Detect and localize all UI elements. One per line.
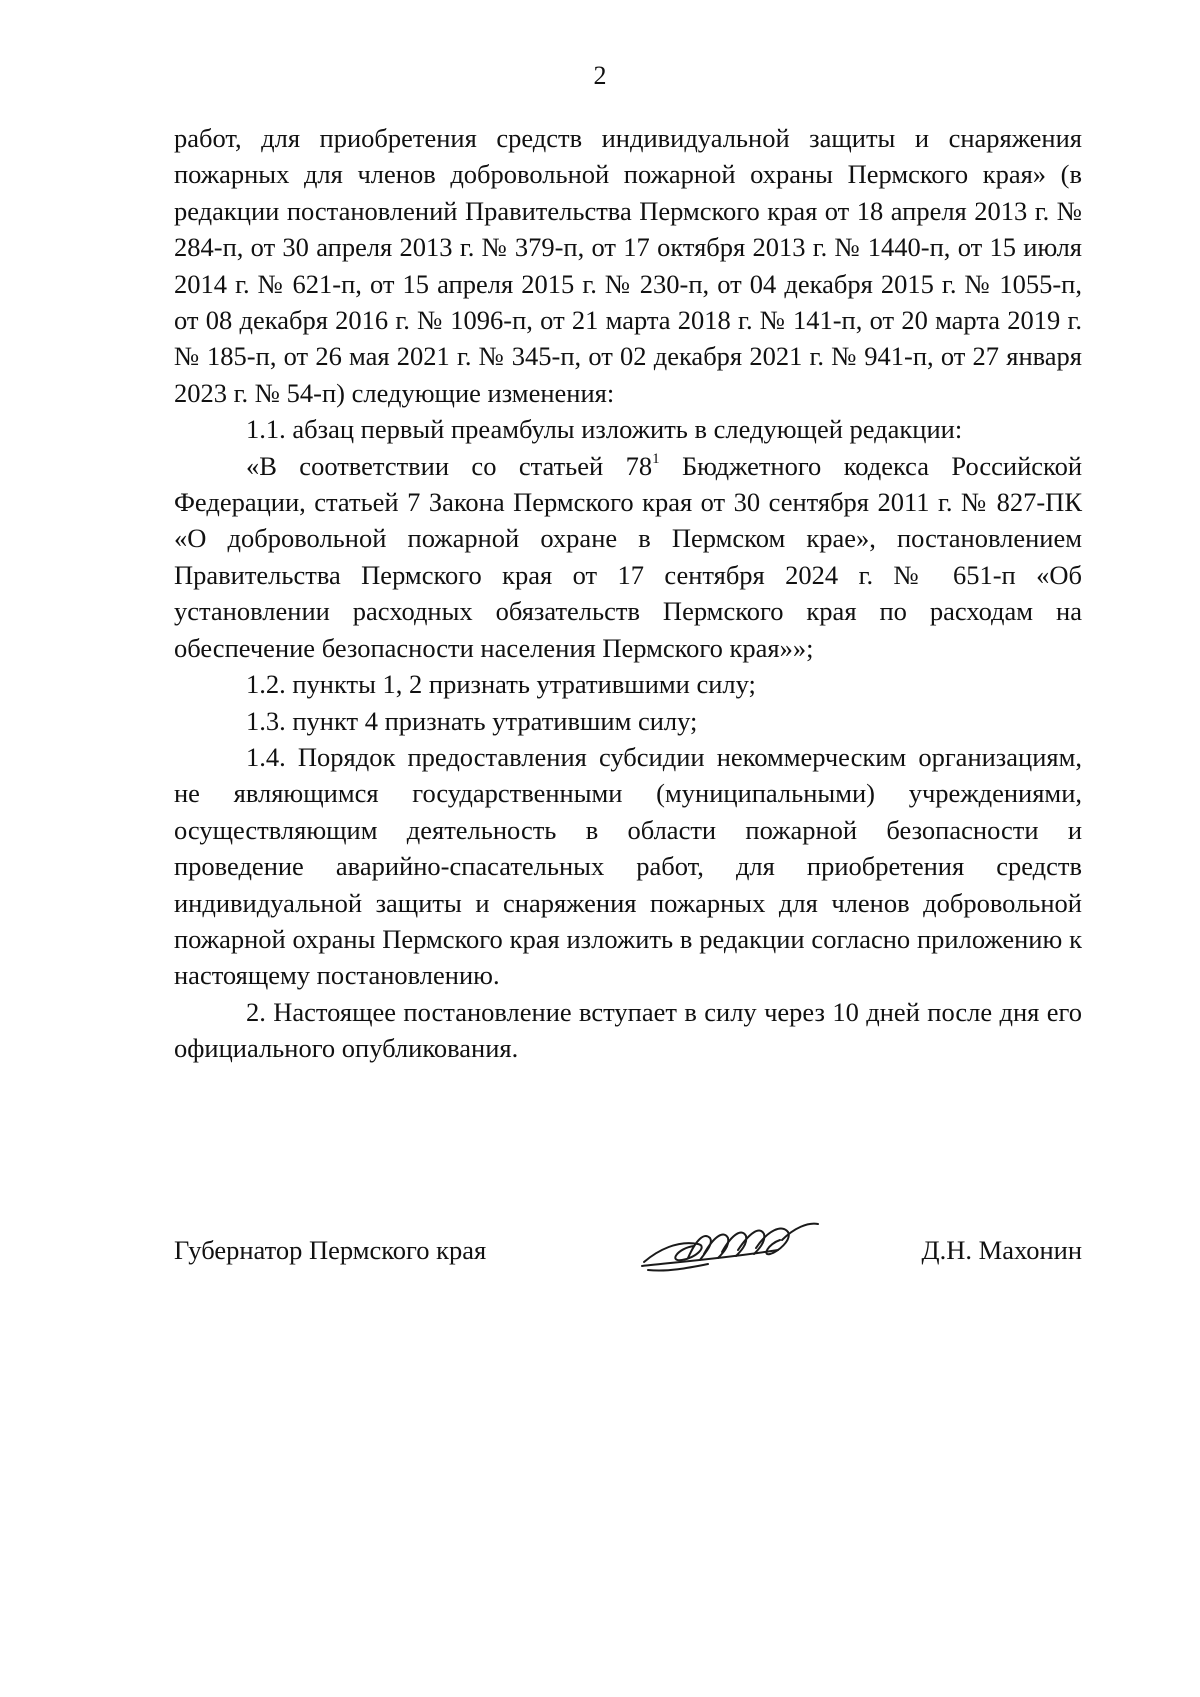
quote-text-end: Бюджетного кодекса Российской Федерации, статьей 7 Закона Пермского края от 30 сентября 2011 г. № 827-ПК «О добровольной пожарной охране в Пермском крае», постановлением Правительства Пермского края от 17 сентября 2024 г. № 651-п «Об установлении расходных обязательств Пермского края по расходам на обеспечение безопасности населения Пермского края»»;: [174, 450, 1083, 663]
article-superscript: 1: [652, 450, 660, 467]
signatory-position: Губернатор Пермского края: [174, 1235, 487, 1265]
quote-text-start: «В соответствии со статьей 78: [246, 450, 653, 481]
signatory-name: Д.Н. Махонин: [921, 1235, 1082, 1265]
page-number: 2: [593, 61, 607, 90]
handwritten-signature: [638, 1210, 828, 1280]
paragraph-preamble-quote: [174, 448, 1082, 666]
signature-block: [174, 1232, 1082, 1312]
document-body: [174, 120, 1082, 1067]
paragraph-1-3: 1.3. пункт 4 признать утратившим силу;: [246, 705, 698, 736]
paragraph-continuation: работ, для приобретения средств индивидуальной защиты и снаряжения пожарных для членов добровольной пожарной охраны Пермского края» (в редакции постановлений Правительства Пермского края от 18 апреля 2013 г. № 284-п, от 30 апреля 2013 г. № 379-п, от 17 октября 2013 г. № 1440-п, от 15 июля 2014 г. № 621-п, от 15 апреля 2015 г. № 230-п, от 04 декабря 2015 г. № 1055-п, от 08 декабря 2016 г. № 1096-п, от 21 марта 2018 г. № 141-п, от 20 марта 2019 г. № 185-п, от 26 мая 2021 г. № 345-п, от 02 декабря 2021 г. № 941-п, от 27 января 2023 г. № 54-п) следующие изменения:: [174, 123, 1082, 408]
paragraph-2: 2. Настоящее постановление вступает в силу через 10 дней после дня его официального опубликования.: [174, 996, 1082, 1064]
paragraph-1-2: 1.2. пункты 1, 2 признать утратившими силу;: [246, 669, 756, 700]
paragraph-1-1: 1.1. абзац первый преамбулы изложить в следующей редакции:: [246, 414, 963, 445]
paragraph-1-4: 1.4. Порядок предоставления субсидии некоммерческим организациям, не являющимся государственными (муниципальными) учреждениями, осуществляющим деятельность в области пожарной безопасности и проведение аварийно-спасательных работ, для приобретения средств индивидуальной защиты и снаряжения пожарных для членов добровольной пожарной охраны Пермского края изложить в редакции согласно приложению к настоящему постановлению.: [174, 741, 1082, 991]
